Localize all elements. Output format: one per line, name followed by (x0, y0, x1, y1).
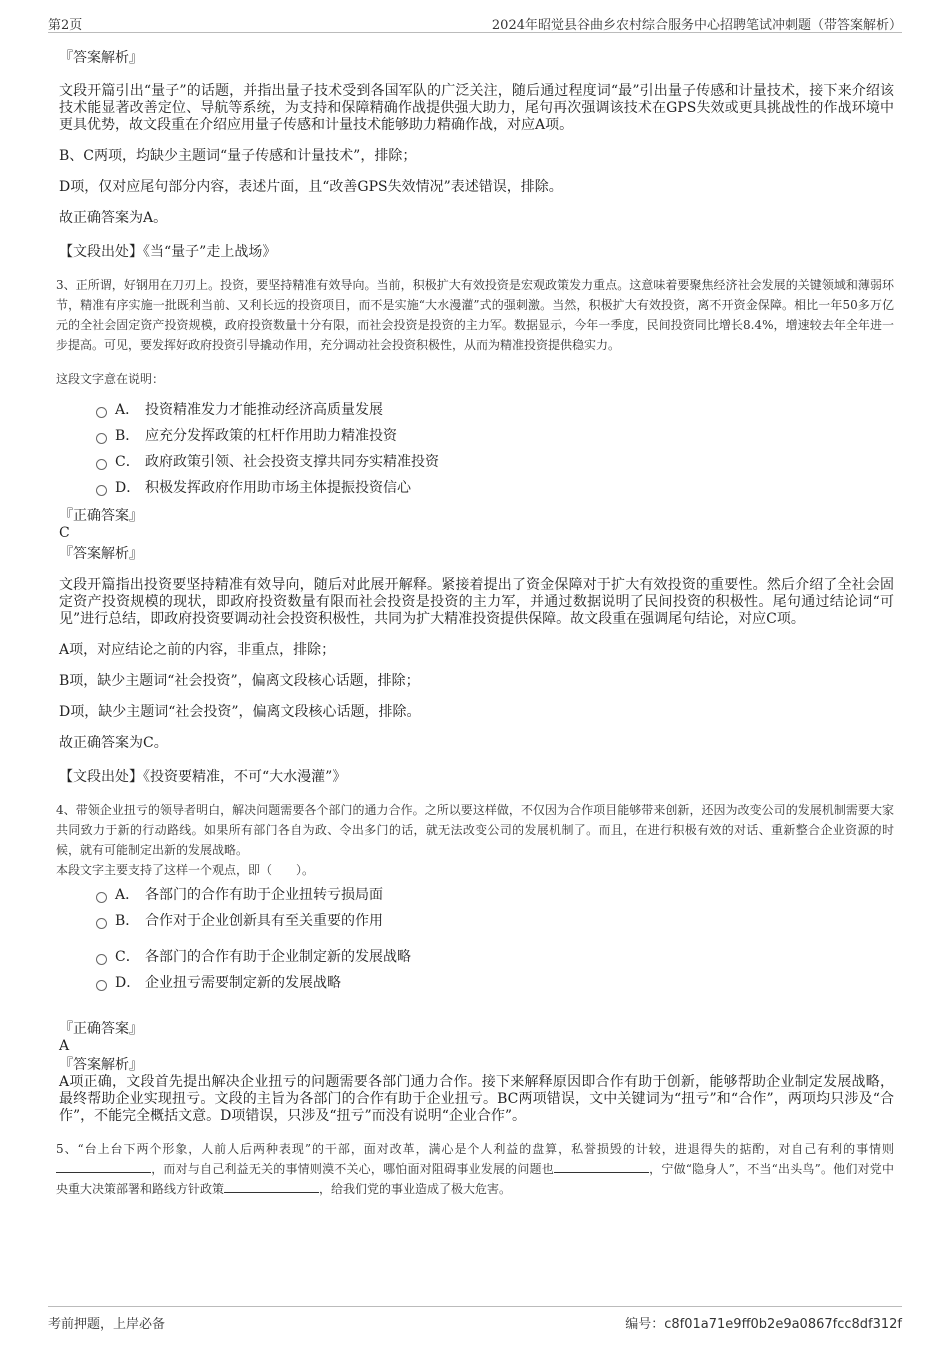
radio-button[interactable] (96, 485, 107, 496)
answer-label: 『正确答案』 (59, 1021, 143, 1037)
radio-button[interactable] (96, 459, 107, 470)
fill-blank[interactable] (224, 1180, 319, 1193)
explanation-label: 『答案解析』 (59, 50, 143, 66)
radio-button[interactable] (96, 407, 107, 418)
explanation-paragraph: A项正确，文段首先提出解决企业扭亏的问题需要各部门通力合作。接下来解释原因即合作有助于创新，能够帮助企业制定发展战略，最终帮助企业实现扭亏。文段的主旨为各部门的合作有助于企业扭亏。BC两项错误，文中关键词为“扭亏”和“合作”，两项均只涉及“合作”，不能完全概括文意。D项错误，只涉及“扭亏”而没有说明“企业合作”。 (59, 1074, 894, 1124)
page-footer (48, 1306, 902, 1331)
fill-blank[interactable] (554, 1160, 649, 1173)
question-text: 5、“台上台下两个形象，人前人后两种表现”的干部，面对改革，满心是个人利益的盘算，私誉损毁的计较，进退得失的掂酌，对自己有利的事情则，而对与自己利益无关的事情则漠不关心，哪怕面对阻碍事业发展的问题也 ，宁做“隐身人”，不当“出头鸟”。他们对党中央重大决策部署和路线方针政策 ，给我们党的事业造成了极大危害。 (56, 1142, 894, 1196)
explanation-paragraph: B、C两项，均缺少主题词“量子传感和计量技术”，排除； (59, 148, 417, 164)
correct-answer: C (59, 525, 70, 541)
explanation-paragraph: B项，缺少主题词“社会投资”，偏离文段核心话题，排除； (59, 673, 420, 689)
radio-button[interactable] (96, 433, 107, 444)
question-5 (56, 1139, 894, 1199)
correct-answer: A (59, 1038, 70, 1054)
radio-button[interactable] (96, 892, 107, 903)
explanation-paragraph: D项，缺少主题词“社会投资”，偏离文段核心话题，排除。 (59, 704, 421, 720)
source-citation: 【文段出处】《投资要精准，不可“大水漫灌”》 (59, 769, 347, 785)
explanation-paragraph: 文段开篇引出“量子”的话题，并指出量子技术受到各国军队的广泛关注，随后通过程度词“最”引出量子传感和计量技术，接下来介绍该技术能显著改善定位、导航等系统，为支持和保障精确作战提供强大助力，尾句再次强调该技术在GPS失效或更具挑战性的作战环境中更具优势，故文段重在介绍应用量子传感和计量技术能够助力精确作战，对应A项。 (59, 83, 894, 133)
source-citation: 【文段出处】《当“量子”走上战场》 (59, 244, 277, 260)
page-content (56, 44, 894, 1199)
radio-button[interactable] (96, 918, 107, 929)
document-title: 2024年昭觉县谷曲乡农村综合服务中心招聘笔试冲刺题（带答案解析） (491, 18, 902, 33)
explanation-label: 『答案解析』 (59, 546, 143, 562)
explanation-label: 『答案解析』 (59, 1057, 143, 1073)
footer-slogan: 考前押题，上岸必备 (48, 1317, 166, 1332)
question-prompt: 这段文字意在说明： (56, 372, 165, 386)
document-code: 编号：c8f01a71e9ff0b2e9a0867fcc8df312f (625, 1317, 902, 1332)
fill-blank[interactable] (56, 1160, 151, 1173)
question-4 (56, 800, 894, 1125)
option-list (96, 397, 894, 501)
option-a[interactable]: A． 各部门的合作有助于企业扭转亏损局面 (96, 882, 894, 908)
question-text: 4、带领企业扭亏的领导者明白，解决问题需要各个部门的通力合作。之所以要这样做，不仅因为合作项目能够带来创新，还因为改变公司的发展机制需要大家共同致力于新的行动路线。如果所有部门各自为政、令出多门的话，就无法改变公司的发展机制了。而且，在进行积极有效的对话、重新整合企业资源的时候，就有可能制定出新的发展战略。 (56, 803, 894, 857)
answer-label: 『正确答案』 (59, 508, 143, 524)
option-b[interactable]: B． 合作对于企业创新具有至关重要的作用 (96, 908, 894, 934)
option-d[interactable]: D． 企业扭亏需要制定新的发展战略 (96, 970, 894, 996)
option-b[interactable]: B． 应充分发挥政策的杠杆作用助力精准投资 (96, 423, 894, 449)
page-number: 第2页 (48, 18, 83, 33)
explanation-paragraph: A项，对应结论之前的内容，非重点，排除； (59, 642, 336, 658)
option-c[interactable]: C． 各部门的合作有助于企业制定新的发展战略 (96, 944, 894, 970)
page-header (48, 12, 902, 33)
question-3 (56, 275, 894, 786)
option-d[interactable]: D． 积极发挥政府作用助市场主体提振投资信心 (96, 475, 894, 501)
option-list (96, 882, 894, 996)
option-a[interactable]: A． 投资精准发力才能推动经济高质量发展 (96, 397, 894, 423)
explanation-paragraph: 故正确答案为C。 (59, 735, 168, 751)
q2-explanation (56, 47, 894, 261)
explanation-paragraph: 文段开篇指出投资要坚持精准有效导向，随后对此展开解释。紧接着提出了资金保障对于扩大有效投资的重要性。然后介绍了全社会固定资产投资规模的现状，即政府投资数量有限而社会投资是投资的主力军，并通过数据说明了民间投资的积极性。尾句通过结论词“可见”进行总结，即政府投资要调动社会投资积极性，共同为扩大精准投资提供保障。故文段重在强调尾句结论，对应C项。 (59, 577, 894, 627)
explanation-paragraph: D项，仅对应尾句部分内容，表述片面，且“改善GPS失效情况”表述错误，排除。 (59, 179, 563, 195)
option-c[interactable]: C． 政府政策引领、社会投资支撑共同夯实精准投资 (96, 449, 894, 475)
question-prompt: 本段文字主要支持了这样一个观点，即（ ）。 (56, 863, 315, 877)
radio-button[interactable] (96, 954, 107, 965)
radio-button[interactable] (96, 980, 107, 991)
explanation-paragraph: 故正确答案为A。 (59, 210, 168, 226)
question-text: 3、正所谓，好钢用在刀刃上。投资，要坚持精准有效导向。当前，积极扩大有效投资是宏观政策发力重点。这意味着要聚焦经济社会发展的关键领域和薄弱环节，精准有序实施一批既利当前、又利长远的投资项目，而不是实施“大水漫灌”式的强刺激。当然，积极扩大有效投资，离不开资金保障。相比一年50多万亿元的全社会固定资产投资规模，政府投资数量十分有限，而社会投资是投资的主力军。数据显示，今年一季度，民间投资同比增长8.4%，增速较去年全年进一步提高。可见，要发挥好政府投资引导撬动作用，充分调动社会投资积极性，从而为精准投资提供稳实力。 (56, 278, 894, 352)
